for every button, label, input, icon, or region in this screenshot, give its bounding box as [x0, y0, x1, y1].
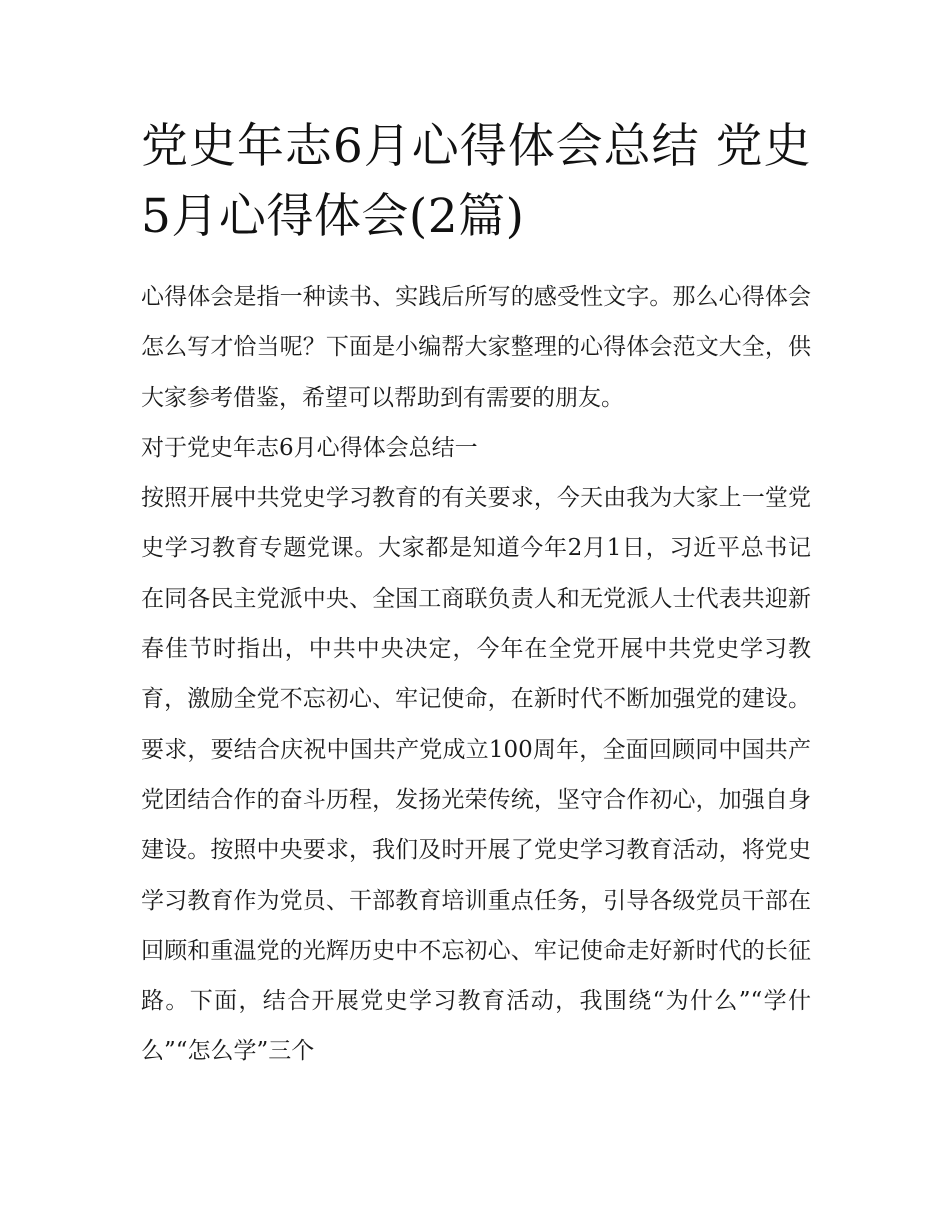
- section-heading: 对于党史年志6月心得体会总结一: [141, 434, 478, 461]
- document-content: [141, 112, 811, 1077]
- document-title: 党史年志6月心得体会总结 党史5月心得体会(2篇): [141, 119, 811, 244]
- intro-paragraph: 心得体会是指一种读书、实践后所写的感受性文字。那么心得体会怎么写才恰当呢？下面是小编帮大家整理的心得体会范文大全，供大家参考借鉴，希望可以帮助到有需要的朋友。: [141, 284, 811, 411]
- body-paragraph: 按照开展中共党史学习教育的有关要求，今天由我为大家上一堂党史学习教育专题党课。大家都是知道今年2月1日，习近平总书记在同各民主党派中央、全国工商联负责人和无党派人士代表共迎新春佳节时指出，中共中央决定，今年在全党开展中共党史学习教育，激励全党不忘初心、牢记使命，在新时代不断加强党的建设。要求，要结合庆祝中国共产党成立100周年，全面回顾同中国共产党团结合作的奋斗历程，发扬光荣传统，坚守合作初心，加强自身建设。按照中央要求，我们及时开展了党史学习教育活动，将党史学习教育作为党员、干部教育培训重点任务，引导各级党员干部在回顾和重温党的光辉历史中不忘初心、牢记使命走好新时代的长征路。下面，结合开展党史学习教育活动，我围绕“为什么”“学什么”“怎么学”三个: [141, 485, 811, 1065]
